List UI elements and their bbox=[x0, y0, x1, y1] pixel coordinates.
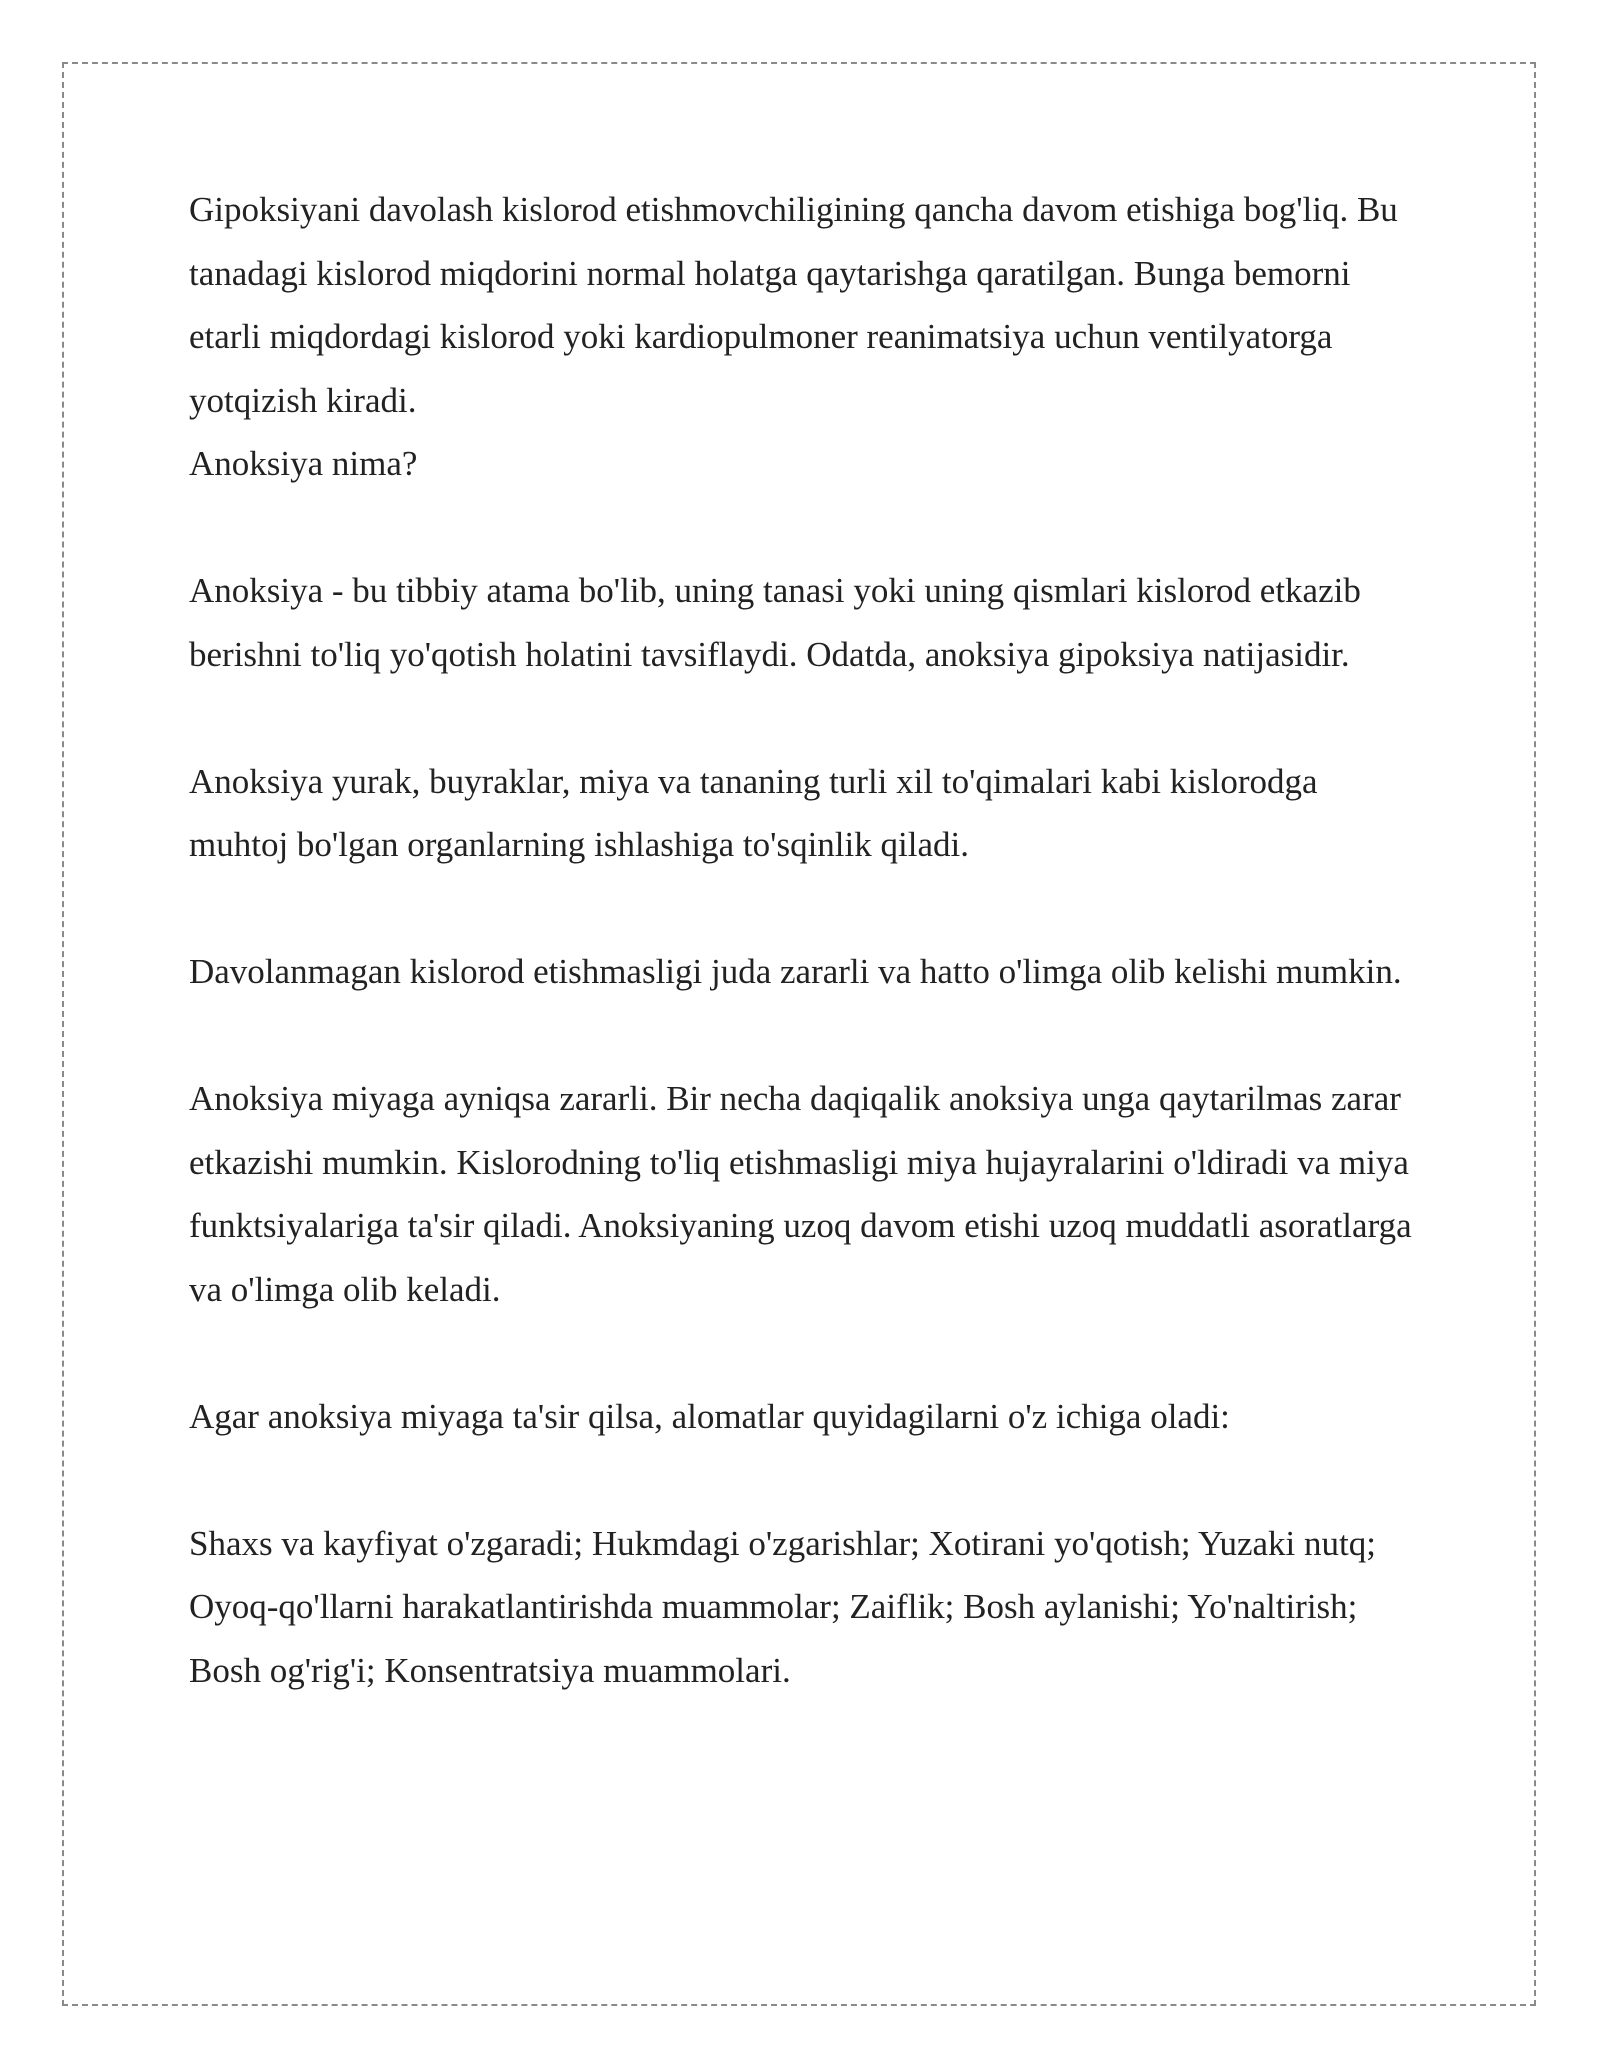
heading-anoksiya-nima: Anoksiya nima? bbox=[189, 444, 418, 483]
paragraph-symptoms-list: Shaxs va kayfiyat o'zgaradi; Hukmdagi o'zgarishlar; Xotirani yo'qotish; Yuzaki nutq; Oyoq-qo'llarni harakatlantirishda muammolar; Zaiflik; Bosh aylanishi; Yo'naltirish; Bosh og'rig'i; Konsentratsiya muammolari. bbox=[189, 1523, 1376, 1690]
paragraph-gipoksiya-treatment: Gipoksiyani davolash kislorod etishmovchiligining qancha davom etishiga bog'liq. Bu tanadagi kislorod miqdorini normal holatga qaytarishga qaratilgan. Bunga bemorni etarli miqdordagi kislorod yoki kardiopulmoner reanimatsiya uchun ventilyatorga yotqizish kiradi. bbox=[189, 190, 1398, 420]
paragraph-anoksiya-organs: Anoksiya yurak, buyraklar, miya va tananing turli xil to'qimalari kabi kislorodga muhtoj bo'lgan organlarning ishlashiga to'sqinlik qiladi. bbox=[189, 761, 1318, 864]
paragraph-anoksiya-definition: Anoksiya - bu tibbiy atama bo'lib, uning tanasi yoki uning qismlari kislorod etkazib berishni to'liq yo'qotish holatini tavsiflaydi. Odatda, anoksiya gipoksiya natijasidir. bbox=[189, 571, 1361, 674]
paragraph-symptoms-intro: Agar anoksiya miyaga ta'sir qilsa, alomatlar quyidagilarni o'z ichiga oladi: bbox=[189, 1396, 1230, 1436]
document-body bbox=[189, 178, 1419, 1702]
paragraph-untreated-danger: Davolanmagan kislorod etishmasligi juda zararli va hatto o'limga olib kelishi mumkin. bbox=[189, 952, 1402, 991]
paragraph-brain-damage: Anoksiya miyaga ayniqsa zararli. Bir necha daqiqalik anoksiya unga qaytarilmas zarar etkazishi mumkin. Kislorodning to'liq etishmasligi miya hujayralarini o'ldiradi va miya funktsiyalariga ta'sir qiladi. Anoksiyaning uzoq davom etishi uzoq muddatli asoratlarga va o'limga olib keladi. bbox=[189, 1079, 1412, 1309]
